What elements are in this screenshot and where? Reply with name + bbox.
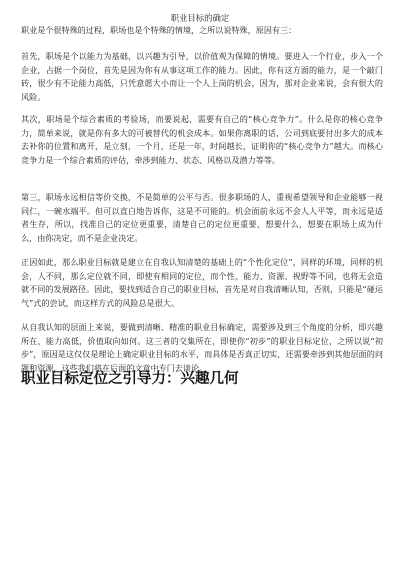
paragraph-self-awareness: 从自我认知的层面上来说，要做到清晰、精准的职业目标确定，需要涉及到三个角度的分析，即兴趣所在，能力高低，价值取向如何。这三者的交集所在，即使你“初步”的职业目标定位，之所以说“初步”，原因是这仅仅是理论上确定职业目标的水平，而具体是否真正切实，还需要牵涉到其他层面的问题和资源，这些我们将在后面的文章中专门去谈论。 xyxy=(21,322,383,373)
paragraph-ability: 首先，职场是个以能力为基础，以兴趣为引导，以价值观为保障的情境。要进入一个行业，步入一个企业，占据一个岗位，首先是因为你有从事这项工作的能力。因此，你有这方面的能力，是一个敲门砖，很少有不论能力高低，只凭意愿大小而让一个人上岗的机会，因为，那对企业来说，会有很大的风险。 xyxy=(21,51,383,102)
paragraph-personal-positioning: 正因如此，那么职业目标就是建立在自我认知清楚的基础上的“个性化定位”，同样的环境，同样的机会，人不同，那么定位就不同，即使有相同的定位，而个性、能力、资源、视野等不同，也将无会造就不同的发展路径。因此，要找到适合自己的职业目标，首先是对自我清晰认知，否则，只能是“碰运气”式的尝试，而这样方式的风险总是很大。 xyxy=(21,257,383,308)
paragraph-core-competence: 其次，职场是个综合素质的考验场，而要说起，需要有自己的“核心竞争力”。什么是你的核心竞争力，简单来说，就是你有多大的可被替代的机会成本。如果你离职的话，公司到底要付出多大的成本去补你的位置和离开，是立刻，一个月，还是一年，时间越长，证明你的“核心竞争力”越大。而核心竞争力是一个综合素质的评估，牵涉到能力、状态、风格以及潜力等等。 xyxy=(21,114,383,165)
intro-paragraph: 职业是个很特殊的过程，职场也是个特殊的情境，之所以说特殊，原因有三： xyxy=(21,25,297,35)
document-title: 职业目标的确定 xyxy=(170,13,230,23)
paragraph-equal-exchange: 第三，职场永远相信等价交换，不是简单的公平与否。很多职场的人，重视希望领导和企业能够一视同仁，一碗水端平。但可以直白地告诉你，这是不可能的。机会面前永远不会人人平等，而永远是适者生存，所以，找准自己的定位更重要，清楚自己的定位更重要，想要什么，想要在职场上成为什么，由你决定，而不是企业决定。 xyxy=(21,192,383,243)
section-heading: 职业目标定位之引导力：兴趣几何 xyxy=(21,370,239,387)
